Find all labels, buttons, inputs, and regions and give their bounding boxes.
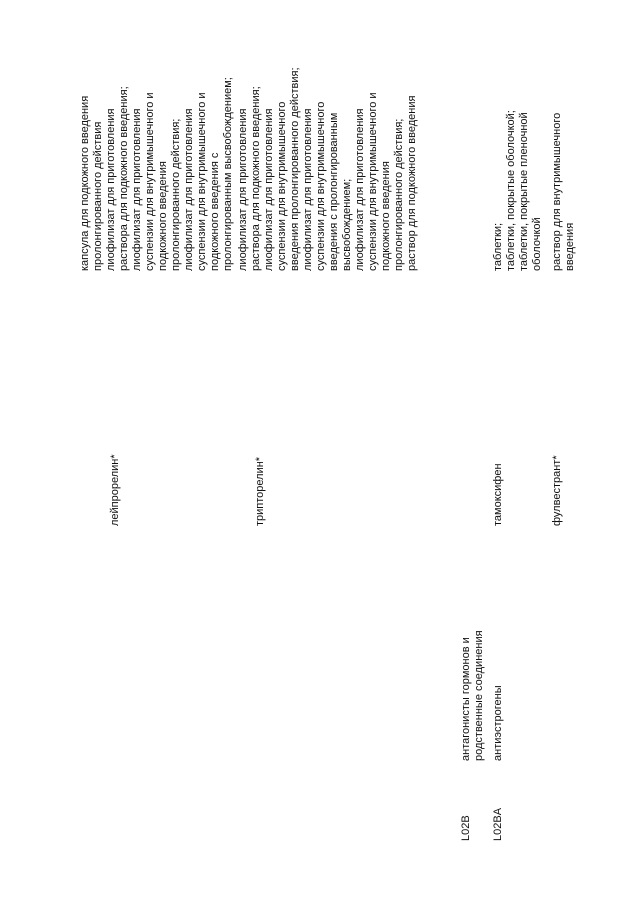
rotated-table xyxy=(79,67,599,841)
dosage-form-line: введения с пролонгированным xyxy=(328,112,340,271)
dosage-form-line: лиофилизат для приготовления xyxy=(183,108,195,271)
dosage-form-line: введения пролонгированного действия; xyxy=(289,67,301,271)
dosage-form-line: раствора для подкожного введения; xyxy=(118,86,130,271)
dosage-form-line: пролонгированным высвобождением; xyxy=(222,77,234,271)
dosage-form-line: оболочкой xyxy=(531,217,543,271)
atc-code: L02B xyxy=(460,815,472,841)
dosage-form-line: таблетки, покрытые оболочкой; xyxy=(505,110,517,271)
dosage-form-line: таблетки; xyxy=(492,222,504,271)
dosage-form-line: суспензии для внутримышечного и xyxy=(196,92,208,271)
atc-group-name: антиэстрогены xyxy=(492,685,504,761)
dosage-form-line: подкожного введения с xyxy=(209,152,221,271)
dosage-form-line: суспензии для внутримышечного xyxy=(276,101,288,271)
dosage-form-line: пролонгированного действия; xyxy=(170,118,182,271)
drug-name: фулвестрант* xyxy=(551,455,563,526)
dosage-form-line: суспензии для внутримышечного xyxy=(315,101,327,271)
drug-name: тамоксифен xyxy=(492,463,504,526)
dosage-form-line: таблетки, покрытые пленочной xyxy=(518,112,530,271)
dosage-form-line: лиофилизат для приготовления xyxy=(131,108,143,271)
dosage-form-line: суспензии для внутримышечного и xyxy=(144,92,156,271)
dosage-form-line: раствор для подкожного введения xyxy=(406,95,418,271)
dosage-form-line: раствора для подкожного введения; xyxy=(250,86,262,271)
dosage-form-line: пролонгированного действия xyxy=(92,121,104,271)
drug-name: трипторелин* xyxy=(254,456,266,526)
dosage-form-line: пролонгированного действия; xyxy=(393,118,405,271)
dosage-form-line: введения xyxy=(564,222,576,271)
dosage-form-line: подкожного введения xyxy=(380,161,392,271)
atc-code: L02BA xyxy=(492,807,504,841)
dosage-form-line: высвобождением; xyxy=(341,178,353,271)
atc-group-name: антагонисты гормонов и xyxy=(460,637,472,761)
dosage-form-line: подкожного введения xyxy=(157,161,169,271)
dosage-form-line: лиофилизат для приготовления xyxy=(263,108,275,271)
dosage-form-line: лиофилизат для приготовления xyxy=(105,108,117,271)
dosage-form-line: раствор для внутримышечного xyxy=(551,112,563,271)
dosage-form-line: суспензии для внутримышечного и xyxy=(367,92,379,271)
dosage-form-line: капсула для подкожного введения xyxy=(79,95,91,271)
dosage-form-line: лиофилизат для приготовления xyxy=(237,108,249,271)
dosage-form-line: лиофилизат для приготовления xyxy=(302,108,314,271)
dosage-form-line: лиофилизат для приготовления xyxy=(354,108,366,271)
atc-group-name: родственные соединения xyxy=(473,630,485,761)
drug-name: лейпрорелин* xyxy=(109,454,121,526)
